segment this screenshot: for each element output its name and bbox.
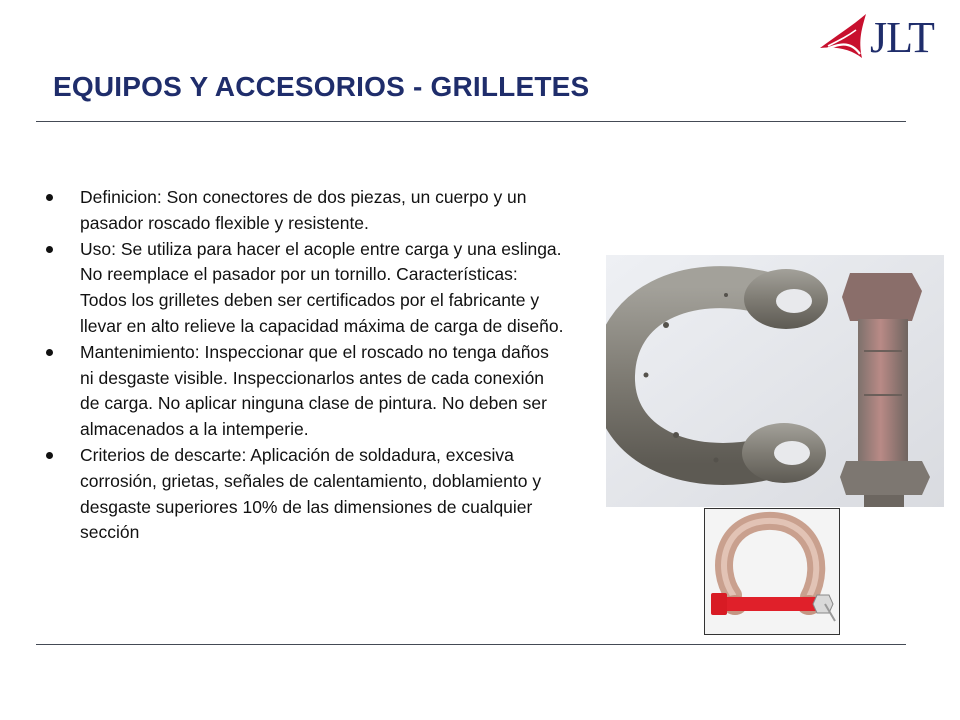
worn-shackle-illustration [606,255,944,507]
new-shackle-photo [704,508,840,635]
bullet-dot [46,246,53,253]
page-title: EQUIPOS Y ACCESORIOS - GRILLETES [53,71,590,102]
bullet-dot [46,194,53,201]
bullet-text: Definicion: Son conectores de dos piezas, un cuerpo y un pasador roscado flexible y resistente. [80,187,527,233]
bullet-dot [46,452,53,459]
top-divider [36,121,906,122]
jlt-sail-icon [818,10,874,66]
bullet-uso [44,237,564,340]
worn-shackle-photo [606,255,944,507]
bullet-definicion [44,185,564,237]
bullet-text: Criterios de descarte: Aplicación de soldadura, excesiva corrosión, grietas, señales de calentamiento, doblamiento y desgaste superiores 10% de las dimensiones de cualquier sección [80,444,542,543]
bullet-dot [46,349,53,356]
bullet-mantenimiento [44,340,564,443]
new-shackle-illustration [705,509,839,634]
bullet-list [44,185,564,546]
bullet-text: Mantenimiento: Inspeccionar que el roscado no tenga daños ni desgaste visible. Inspeccionarlos antes de cada conexión de carga. No aplicar ninguna clase de pintura. No deben ser almacenados a la intemperie. [80,341,549,440]
bullet-text: Uso: Se utiliza para hacer el acople entre carga y una eslinga. No reemplace el pasador por un tornillo. Características: Todos los grilletes deben ser certificados por el fabricante y llevar en alto relieve la capacidad máxima de carga de diseño. [80,238,564,336]
jlt-logo [818,10,958,66]
bullet-criterios [44,443,564,546]
bottom-divider [36,644,906,645]
logo-wordmark: JLT [870,13,934,62]
